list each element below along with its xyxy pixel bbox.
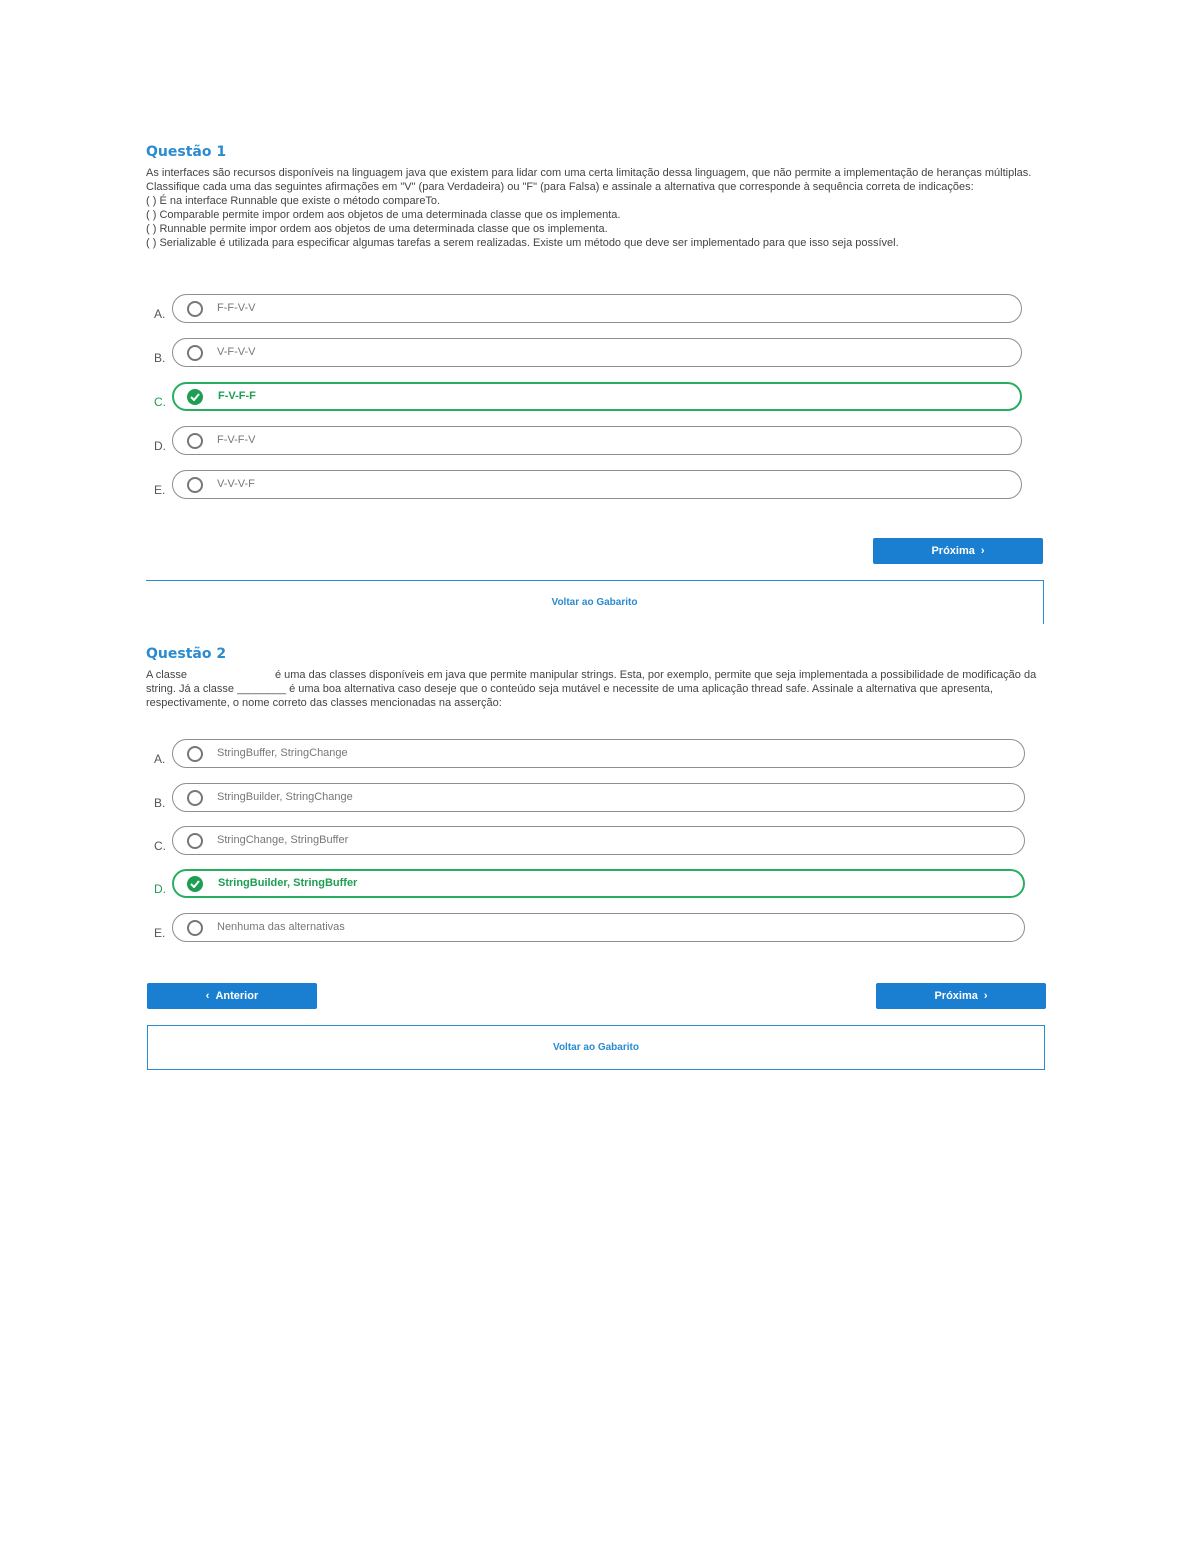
radio-icon[interactable]: [187, 301, 203, 317]
option-text: V-V-V-F: [217, 478, 255, 490]
radio-icon[interactable]: [187, 433, 203, 449]
option-box[interactable]: [172, 294, 1022, 323]
option-letter: B.: [154, 796, 166, 810]
question-1-text: [146, 166, 1046, 250]
back-to-answer-key-button[interactable]: [146, 580, 1044, 624]
option-letter: B.: [154, 351, 166, 365]
option-text: Nenhuma das alternativas: [217, 921, 345, 933]
back-to-answer-key-label: Voltar ao Gabarito: [553, 1042, 639, 1053]
option-letter: D.: [154, 439, 166, 453]
radio-icon[interactable]: [187, 477, 203, 493]
question-2-text: [146, 668, 1046, 710]
option-box[interactable]: [172, 783, 1025, 812]
option-letter: D.: [154, 882, 166, 896]
option-box[interactable]: [172, 826, 1025, 855]
check-circle-icon[interactable]: [187, 389, 203, 405]
option-letter: A.: [154, 752, 166, 766]
option-letter: C.: [154, 839, 166, 853]
previous-button[interactable]: [147, 983, 317, 1009]
option-a[interactable]: [146, 294, 1022, 325]
option-letter: E.: [154, 926, 166, 940]
option-box[interactable]: [172, 913, 1025, 942]
option-text: StringBuffer, StringChange: [217, 747, 348, 759]
question-1-line: As interfaces são recursos disponíveis na linguagem java que existem para lidar com uma certa limitação dessa linguagem, que não permite a implementação de heranças múltiplas.: [146, 167, 1032, 179]
option-text: StringChange, StringBuffer: [217, 834, 349, 846]
option-c[interactable]: [146, 826, 1025, 857]
radio-icon[interactable]: [187, 746, 203, 762]
option-box[interactable]: [172, 869, 1025, 898]
question-2-text-start: A classe: [146, 669, 187, 681]
previous-button-label: Anterior: [215, 990, 259, 1002]
question-1: [146, 144, 1046, 250]
option-letter: C.: [154, 395, 166, 409]
option-e[interactable]: [146, 470, 1022, 501]
option-text: F-V-F-F: [218, 390, 256, 402]
question-1-line: ( ) É na interface Runnable que existe o método compareTo.: [146, 195, 441, 207]
option-b[interactable]: [146, 338, 1022, 369]
question-2-title: Questão 2: [146, 646, 227, 662]
option-box[interactable]: [172, 470, 1022, 499]
radio-icon[interactable]: [187, 345, 203, 361]
question-1-line: ( ) Comparable permite impor ordem aos objetos de uma determinada classe que os implementa.: [146, 209, 621, 221]
option-letter: E.: [154, 483, 166, 497]
chevron-left-icon: ‹: [205, 990, 210, 1002]
next-button[interactable]: [876, 983, 1046, 1009]
chevron-right-icon: ›: [983, 990, 988, 1002]
next-button-label: Próxima: [931, 545, 975, 557]
option-text: F-V-F-V: [217, 434, 256, 446]
option-c[interactable]: [146, 382, 1022, 413]
option-text: F-F-V-V: [217, 302, 256, 314]
chevron-right-icon: ›: [980, 545, 985, 557]
option-text: V-F-V-V: [217, 346, 256, 358]
back-to-answer-key-label: Voltar ao Gabarito: [551, 597, 638, 608]
back-to-answer-key-button[interactable]: [147, 1025, 1045, 1070]
next-button-label: Próxima: [934, 990, 978, 1002]
question-1-line: Classifique cada uma das seguintes afirmações em "V" (para Verdadeira) ou "F" (para Falsa) e assinale a alternativa que corresponde à sequência correta de indicações:: [146, 181, 974, 193]
option-text: StringBuilder, StringBuffer: [218, 877, 358, 889]
question-1-title: Questão 1: [146, 144, 227, 160]
option-box[interactable]: [172, 426, 1022, 455]
radio-icon[interactable]: [187, 920, 203, 936]
option-d[interactable]: [146, 869, 1025, 900]
radio-icon[interactable]: [187, 790, 203, 806]
radio-icon[interactable]: [187, 833, 203, 849]
option-letter: A.: [154, 307, 166, 321]
question-2: [146, 646, 1046, 710]
option-a[interactable]: [146, 739, 1025, 770]
question-1-line: ( ) Runnable permite impor ordem aos objetos de uma determinada classe que os implementa.: [146, 223, 608, 235]
option-d[interactable]: [146, 426, 1022, 457]
option-e[interactable]: [146, 913, 1025, 944]
question-1-line: ( ) Serializable é utilizada para especificar algumas tarefas a serem realizadas. Existe um método que deve ser implementado para que isso seja possível.: [146, 237, 899, 249]
question-2-text-rest: é uma das classes disponíveis em java que permite manipular strings. Esta, por exemplo, permite que seja implementada a possibilidade de modificação da string. Já a classe ________ é uma boa alternativa caso deseje que o conteúdo seja mutável e necessite de uma aplicação thread safe. Assinale a alternativa que apresenta, respectivamente, o nome correto das classes mencionadas na asserção:: [146, 669, 1037, 709]
option-box[interactable]: [172, 338, 1022, 367]
next-button[interactable]: [873, 538, 1043, 564]
option-box[interactable]: [172, 739, 1025, 768]
option-box[interactable]: [172, 382, 1022, 411]
option-text: StringBuilder, StringChange: [217, 791, 353, 803]
option-b[interactable]: [146, 783, 1025, 814]
check-circle-icon[interactable]: [187, 876, 203, 892]
